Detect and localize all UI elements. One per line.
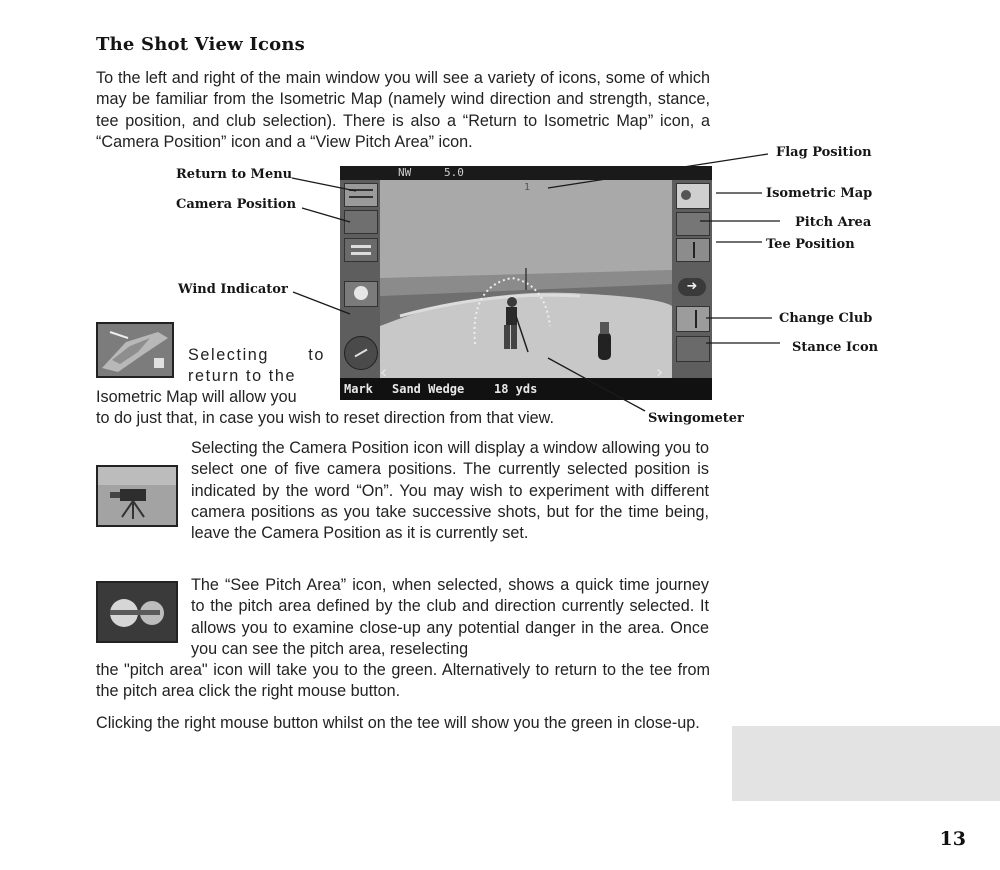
pitch-area-example-icon [96, 581, 178, 643]
status-club: Sand Wedge [392, 382, 465, 396]
callout-swingometer: Swingometer [648, 411, 744, 426]
select-map-text-line1: Selecting to return to the [188, 346, 325, 386]
flag-marker-readout: 1 [524, 182, 531, 193]
callout-camera-position: Camera Position [176, 197, 297, 212]
callout-return-to-menu: Return to Menu [176, 167, 293, 182]
status-player: Mark [344, 382, 373, 396]
select-map-text-line3: to do just that, in case you wish to reset direction from that view. [96, 409, 554, 427]
callout-pitch-area: Pitch Area [795, 215, 872, 230]
page-heading: The Shot View Icons [96, 34, 305, 55]
pitch-area-paragraph-continued: the "pitch area" icon will take you to the green. Alternatively to return to the tee from the pitch area click the right mouse button. [96, 661, 710, 701]
arrow-right-icon[interactable]: ➜ [678, 278, 706, 296]
scroll-right-icon[interactable]: › [656, 362, 664, 383]
wind-direction-readout: NW [398, 166, 412, 179]
pitch-area-paragraph: The “See Pitch Area” icon, when selected, shows a quick time journey to the pitch area defined by the club and direction currently selected. It allows you to examine close-up any potential danger in the area. Once you can see the pitch area, reselecting [191, 576, 709, 658]
intro-paragraph: To the left and right of the main window you will see a variety of icons, some of which may be familiar from the Isometric Map (namely wind direction and strength, stance, tee position, and club selection). There is also a “Return to Isometric Map” icon, a “Camera Position” icon and a “View Pitch Area” icon. [96, 69, 710, 151]
select-map-text-line2: Isometric Map will allow you [96, 388, 297, 406]
camera-position-paragraph: Selecting the Camera Position icon will display a window allowing you to select one of five camera positions. The currently selected position is indicated by the word “On”. You may wish to experiment with different camera positions as you take successive shots, but for the time being, leave the Camera Position as it is currently set. [191, 439, 709, 543]
page-number: 13 [939, 828, 966, 850]
closing-paragraph: Clicking the right mouse button whilst on the tee will show you the green in close-up. [96, 714, 700, 732]
callout-stance-icon: Stance Icon [792, 340, 879, 355]
camera-position-example-icon [96, 465, 178, 527]
callout-flag-position: Flag Position [776, 145, 872, 160]
callout-change-club: Change Club [779, 311, 873, 326]
grey-tab-block [732, 726, 1000, 801]
callout-wind-indicator: Wind Indicator [178, 282, 288, 297]
callout-isometric-map: Isometric Map [766, 186, 873, 201]
status-distance: 18 yds [494, 382, 538, 396]
callout-tee-position: Tee Position [766, 237, 855, 252]
scroll-left-icon[interactable]: ‹ [380, 362, 388, 383]
wind-speed-readout: 5.0 [444, 166, 464, 179]
return-to-isometric-map-icon [96, 322, 174, 378]
